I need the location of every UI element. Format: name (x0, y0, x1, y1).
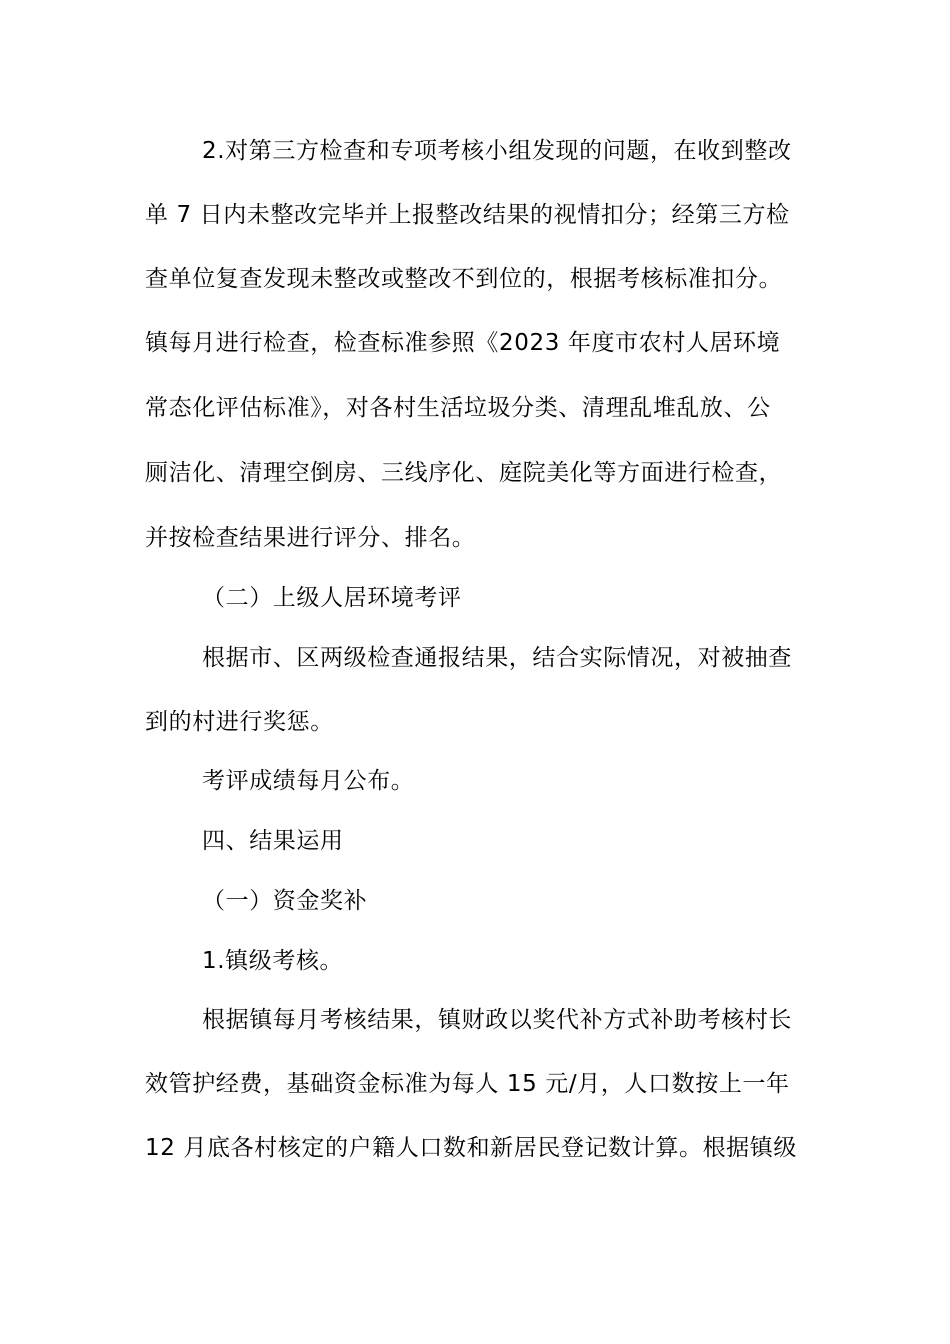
paragraph-line: 镇每月进行检查，检查标准参照《2023 年度市农村人居环境 (145, 330, 781, 356)
paragraph-line: 常态化评估标准》，对各村生活垃圾分类、清理乱堆乱放、公 (145, 395, 771, 421)
paragraph-line: 到的村进行奖惩。 (145, 709, 334, 735)
paragraph-line: 效管护经费，基础资金标准为每人 15 元/月，人口数按上一年 (145, 1071, 790, 1097)
section-heading: （一）资金奖补 (202, 888, 368, 914)
paragraph-line: 12 月底各村核定的户籍人口数和新居民登记数计算。根据镇级 (145, 1135, 797, 1161)
paragraph-line: 考评成绩每月公布。 (202, 768, 415, 794)
section-heading: （二）上级人居环境考评 (202, 585, 462, 611)
paragraph-line: 根据镇每月考核结果，镇财政以奖代补方式补助考核村长 (202, 1007, 792, 1033)
section-heading: 1.镇级考核。 (202, 948, 344, 974)
paragraph-line: 单 7 日内未整改完毕并上报整改结果的视情扣分；经第三方检 (145, 202, 790, 228)
paragraph-line: 根据市、区两级检查通报结果，结合实际情况，对被抽查 (202, 645, 792, 671)
paragraph-line: 厕洁化、清理空倒房、三线序化、庭院美化等方面进行检查， (145, 460, 783, 486)
paragraph-line: 并按检查结果进行评分、排名。 (145, 525, 476, 551)
section-heading: 四、结果运用 (202, 828, 344, 854)
paragraph-line: 查单位复查发现未整改或整改不到位的，根据考核标准扣分。 (145, 266, 783, 292)
paragraph-line: 2.对第三方检查和专项考核小组发现的问题，在收到整改 (202, 138, 792, 164)
